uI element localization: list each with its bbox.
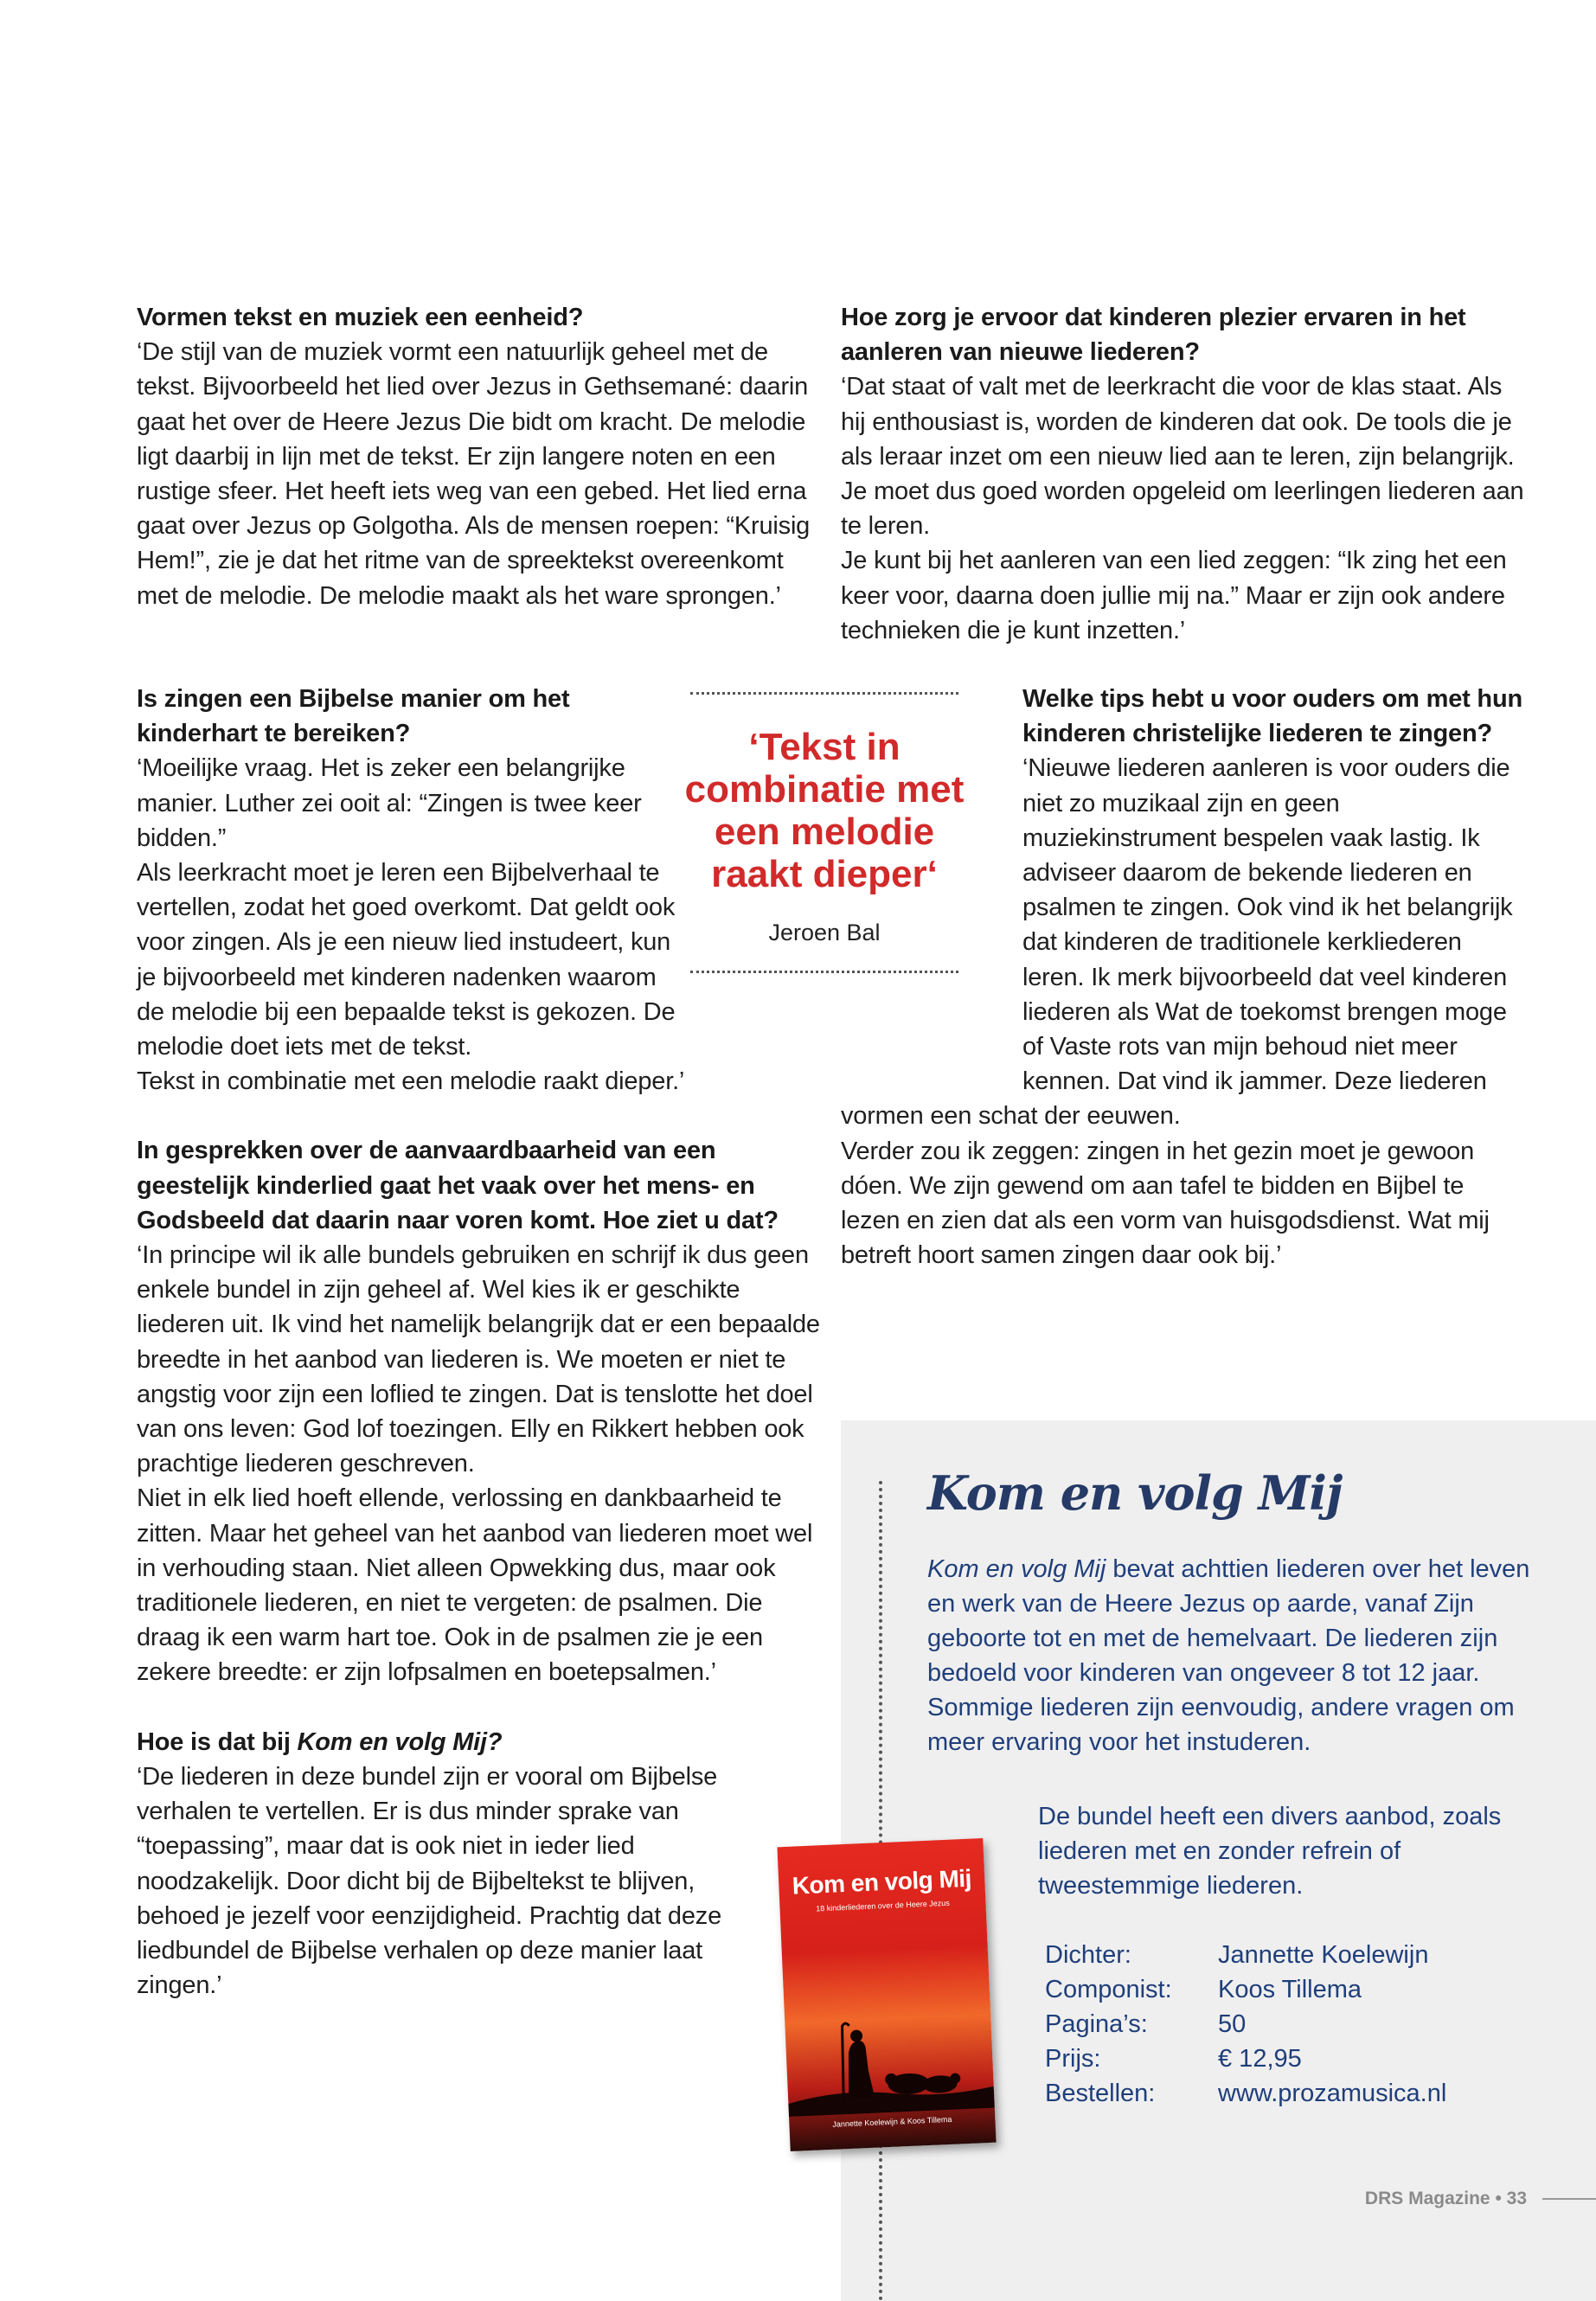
- section-answer: Je kunt bij het aanleren van een lied zeggen: “Ik zing het een keer voor, daarna doen jullie mij na.” Maar er zijn ook andere technieken die je kunt inzetten.’: [841, 547, 1507, 644]
- page-footer-text: DRS Magazine • 33: [1364, 2189, 1527, 2208]
- order-link[interactable]: www.prozamusica.nl: [1218, 2080, 1447, 2107]
- article-section-fun-learning: [841, 300, 1524, 648]
- section-question: Hoe zorg je ervoor dat kinderen plezier ervaren in het aanleren van nieuwe liederen?: [841, 304, 1466, 367]
- pull-quote-text: ‘Tekst in combinatie met een melodie raakt dieper‘: [684, 726, 965, 895]
- section-question: Is zingen een Bijbelse manier om het kinderhart te bereiken?: [137, 685, 570, 748]
- shepherd-silhouette-icon: [785, 2013, 995, 2117]
- fact-value: 50: [1218, 2010, 1247, 2038]
- section-answer: ‘Nieuwe liederen aanleren is voor ouders die niet zo muzikaal zijn en geen muziekinstrument bespelen vaak lastig. Ik adviseer daarom de bekende liederen en psalmen te zingen. Ook vind ik het belangrijk dat kinderen de traditionele kerkliederen leren. Ik merk bijvoorbeeld dat veel kinderen liederen als Wat de toekomst brengen moge of Vaste rots van mijn behoud niet meer kennen. Dat vind ik jammer. Deze liederen vormen een schat der eeuwen.: [841, 754, 1513, 1131]
- section-question: In gesprekken over de aanvaardbaarheid van een geestelijk kinderlied gaat het vaak over het mens- en Godsbeeld dat daarin naar voren komt. Hoe ziet u dat?: [137, 1137, 779, 1234]
- fact-row: [1045, 2041, 1446, 2076]
- fact-value: Jannette Koelewijn: [1218, 1941, 1429, 1969]
- book-title-italic: Kom en volg Mij?: [297, 1727, 503, 1756]
- pull-quote: [676, 692, 972, 973]
- box-description-2: De bundel heeft een divers aanbod, zoals liederen met en zonder refrein of tweestemmige liederen.: [1038, 1803, 1502, 1900]
- fact-row: [1045, 2007, 1446, 2041]
- fact-label: Pagina’s:: [1045, 2010, 1148, 2038]
- article-section-text-and-music: [137, 300, 820, 613]
- section-answer: Als leerkracht moet je leren een Bijbelverhaal te vertellen, zodat het goed overkomt. Dat geldt ook voor zingen. Als je een nieuw lied instudeert, kun je bijvoorbeeld met kinderen nadenken waarom de melodie bij een bepaalde tekst is gekozen. De melodie doet iets met de tekst.: [137, 859, 676, 1061]
- book-cover-image: [777, 1838, 996, 2151]
- fact-label: Dichter:: [1045, 1941, 1131, 1969]
- fact-label: Componist:: [1045, 1976, 1172, 2003]
- fact-value: Koos Tillema: [1218, 1976, 1362, 2003]
- section-answer: ‘Moeilijke vraag. Het is zeker een belangrijke manier. Luther zei ooit al: “Zingen is twee keer bidden.”: [137, 754, 642, 852]
- fact-row: [1045, 2076, 1446, 2111]
- pull-quote-author: Jeroen Bal: [768, 920, 881, 945]
- book-cover-subtitle: 18 kinderliederen over de Heere Jezus: [816, 1898, 950, 1913]
- section-question: Vormen tekst en muziek een eenheid?: [137, 304, 584, 331]
- dotted-divider: [690, 971, 958, 973]
- section-answer: Verder zou ik zeggen: zingen in het gezin moet je gewoon dóen. We zijn gewend om aan tafel te bidden en Bijbel te lezen en zien dat als een vorm van huisgodsdienst. Wat mij betreft hoort samen zingen daar ook bij.’: [841, 1137, 1490, 1270]
- section-question: Hoe is dat bij Kom en volg Mij?: [137, 1727, 503, 1756]
- box-description-title: Kom en volg Mij: [927, 1555, 1106, 1583]
- fact-row: [1045, 1972, 1446, 2007]
- section-answer: ‘Dat staat of valt met de leerkracht die voor de klas staat. Als hij enthousiast is, worden de kinderen dat ook. De tools die je als leraar inzet om een nieuw lied aan te leren, zijn belangrijk. Je moet dus goed worden opgeleid om leerlingen liederen aan te leren.: [841, 373, 1524, 541]
- fact-row: [1045, 1938, 1446, 1972]
- fact-label: Prijs:: [1045, 2045, 1101, 2073]
- section-answer: ‘De liederen in deze bundel zijn er vooral om Bijbelse verhalen te vertellen. Er is dus minder sprake van “toepassing”, maar dat is ook niet in ieder lied noodzakelijk. Door dicht bij de Bijbeltekst te blijven, behoed je jezelf voor eenzijdigheid. Prachtig dat deze liedbundel de Bijbelse verhalen op deze manier laat zingen.’: [137, 1762, 721, 2000]
- footer-rule: [1542, 2198, 1596, 2200]
- page-footer: [1365, 2189, 1596, 2209]
- dotted-divider: [690, 692, 958, 695]
- book-facts: [1045, 1938, 1446, 2111]
- book-cover-authors: Jannette Koelewijn & Koos Tillema: [832, 2114, 952, 2129]
- section-answer: ‘De stijl van de muziek vormt een natuurlijk geheel met de tekst. Bijvoorbeeld het lied over Jezus in Gethsemané: daarin gaat het over de Heere Jezus Die bidt om kracht. De melodie ligt daarbij in lijn met de tekst. Er zijn langere noten en een rustige sfeer. Het heeft iets weg van een gebed. Het lied erna gaat over Jezus op Golgotha. Als de mensen roepen: “Kruisig Hem!”, zie je dat het ritme van de spreektekst overeenkomt met de melodie. De melodie maakt als het ware sprongen.’: [137, 338, 811, 610]
- box-title: Kom en volg Mij: [927, 1465, 1343, 1521]
- book-cover-title: Kom en volg Mij: [792, 1864, 972, 1900]
- fact-value: € 12,95: [1218, 2045, 1302, 2073]
- section-answer: Niet in elk lied hoeft ellende, verlossing en dankbaarheid te zitten. Maar het geheel van het aanbod van liederen moet wel in verhouding staan. Niet alleen Opwekking dus, maar ook traditionele liederen, en niet te vergeten: de psalmen. Die draag ik een warm hart toe. Ook in de psalmen zie je een zekere breedte: er zijn lofpsalmen en boetepsalmen.’: [137, 1484, 813, 1687]
- section-answer: ‘In principe wil ik alle bundels gebruiken en schrijf ik dus geen enkele bundel in zijn geheel af. Wel kies ik er geschikte liederen uit. Ik vind het namelijk belangrijk dat er een bepaalde breedte in het aanbod van liederen is. We moeten er niet te angstig voor zijn een loflied te zingen. Dat is tenslotte het doel van ons leven: God lof toezingen. Elly en Rikkert hebben ook prachtige liederen geschreven.: [137, 1241, 820, 1478]
- fact-label: Bestellen:: [1045, 2080, 1156, 2107]
- box-description: Kom en volg Mij bevat achttien liederen over het leven en werk van de Heere Jezus op aarde, vanaf Zijn geboorte tot en met de hemelvaart. De liederen zijn bedoeld voor kinderen van ongeveer 8 tot 12 jaar. Sommige liederen zijn eenvoudig, andere vragen om meer ervaring voor het instuderen.: [927, 1555, 1530, 1756]
- section-question: Welke tips hebt u voor ouders om met hun kinderen christelijke liederen te zingen?: [1022, 685, 1522, 748]
- section-answer: Tekst in combinatie met een melodie raakt dieper.’: [137, 1067, 685, 1096]
